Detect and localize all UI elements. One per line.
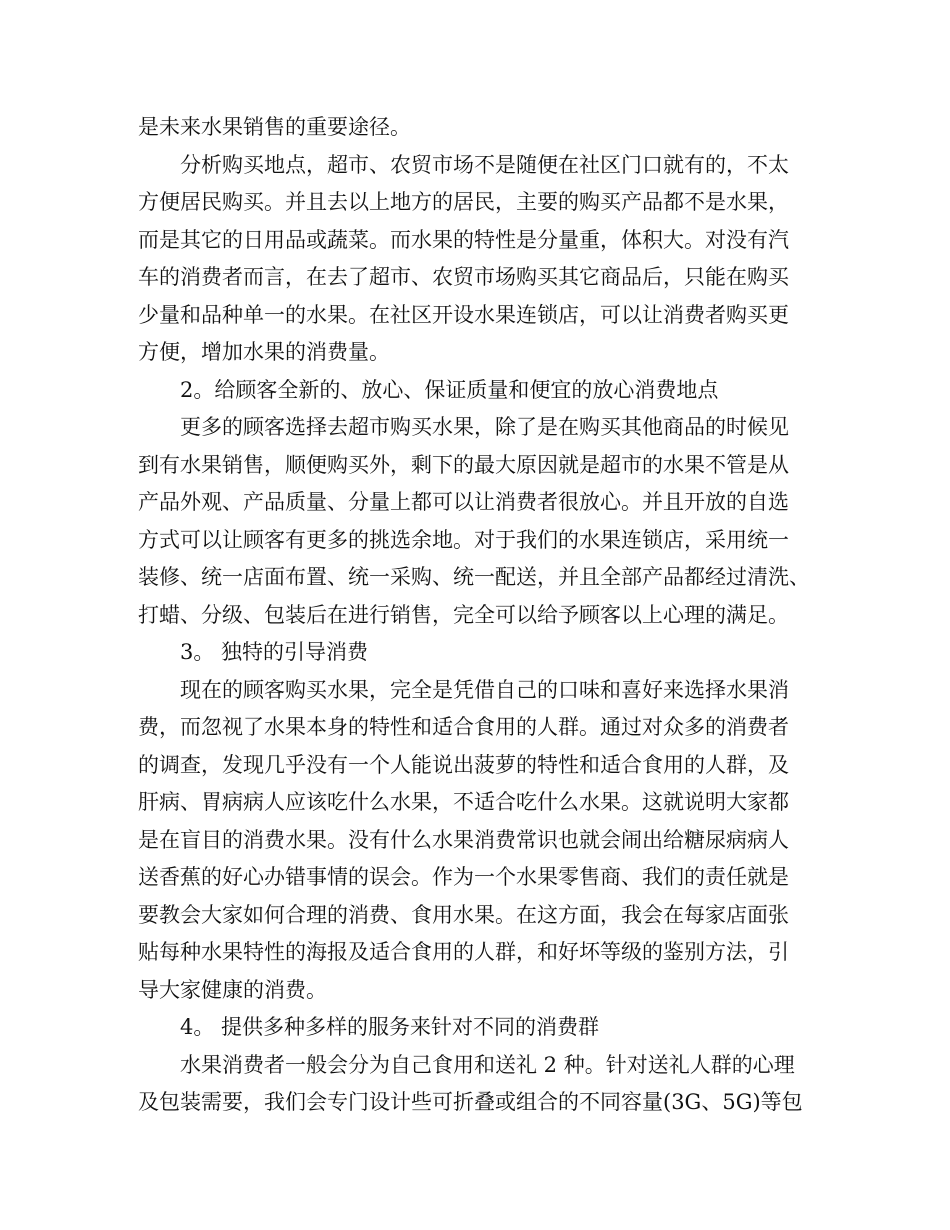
text-line: 分析购买地点，超市、农贸市场不是随便在社区门口就有的，不太	[180, 152, 789, 177]
text-line: 装修、统一店面布置、统一采购、统一配送，并且全部产品都经过清洗、	[138, 565, 810, 589]
text-line: 车的消费者而言，在去了超市、农贸市场购买其它商品后，只能在购买	[138, 265, 789, 289]
text-line: 方便，增加水果的消费量。	[138, 340, 390, 364]
text-line: 而是其它的日用品或蔬菜。而水果的特性是分量重，体积大。对没有汽	[138, 227, 789, 252]
document-body	[138, 109, 828, 1122]
text-line: 肝病、胃病病人应该吃什么水果，不适合吃什么水果。这就说明大家都	[138, 790, 789, 814]
text-line: 4。 提供多种多样的服务来针对不同的消费群	[180, 1015, 600, 1039]
text-line: 费，而忽视了水果本身的特性和适合食用的人群。通过对众多的消费者	[138, 715, 789, 739]
text-line: 是在盲目的消费水果。没有什么水果消费常识也就会闹出给糖尿病病人	[138, 827, 789, 852]
text-line: 少量和品种单一的水果。在社区开设水果连锁店，可以让消费者购买更	[138, 302, 789, 327]
text-line: 3。 独特的引导消费	[180, 640, 369, 664]
text-line: 到有水果销售，顺便购买外，剩下的最大原因就是超市的水果不管是从	[138, 452, 789, 477]
text-line: 要教会大家如何合理的消费、食用水果。在这方面，我会在每家店面张	[138, 902, 789, 927]
text-line: 方式可以让顾客有更多的挑选余地。对于我们的水果连锁店，采用统一	[138, 527, 789, 552]
text-line: 2。给顾客全新的、放心、保证质量和便宜的放心消费地点	[180, 377, 719, 402]
text-line: 送香蕉的好心办错事情的误会。作为一个水果零售商、我们的责任就是	[138, 865, 789, 889]
text-line: 产品外观、产品质量、分量上都可以让消费者很放心。并且开放的自选	[138, 490, 789, 514]
text-line: 是未来水果销售的重要途径。	[138, 115, 411, 139]
text-line: 方便居民购买。并且去以上地方的居民，主要的购买产品都不是水果，	[138, 190, 789, 214]
text-line: 及包装需要，我们会专门设计些可折叠或组合的不同容量(3G、5G)等包	[138, 1090, 803, 1114]
text-line: 现在的顾客购买水果，完全是凭借自己的口味和喜好来选择水果消	[180, 677, 789, 702]
text-line: 打蜡、分级、包装后在进行销售，完全可以给予顾客以上心理的满足。	[138, 602, 789, 627]
text-line: 贴每种水果特性的海报及适合食用的人群，和好坏等级的鉴别方法，引	[138, 940, 789, 964]
text-line: 更多的顾客选择去超市购买水果，除了是在购买其他商品的时候见	[180, 415, 789, 439]
text-line: 导大家健康的消费。	[138, 977, 327, 1002]
text-line: 的调查，发现几乎没有一个人能说出菠萝的特性和适合食用的人群，及	[138, 752, 789, 777]
text-line: 水果消费者一般会分为自己食用和送礼 2 种。针对送礼人群的心理	[180, 1052, 795, 1077]
